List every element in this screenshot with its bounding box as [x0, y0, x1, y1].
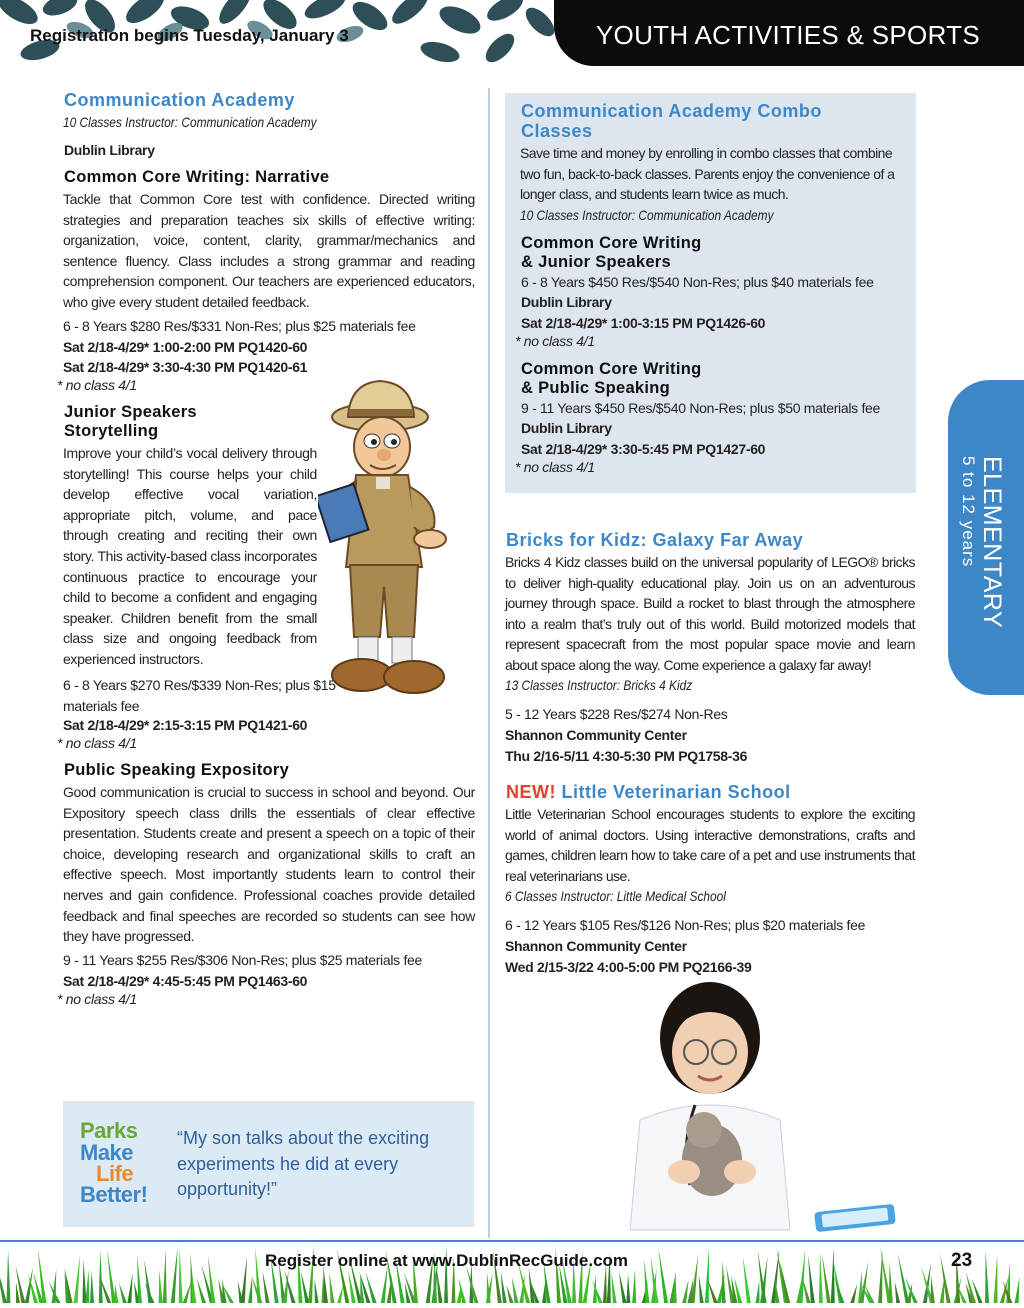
grass-blade — [114, 1284, 118, 1303]
section-title: YOUTH ACTIVITIES & SPORTS — [595, 20, 980, 50]
grass-blade — [1015, 1277, 1020, 1303]
grass-blade — [262, 1271, 269, 1303]
grass-blade — [850, 1284, 857, 1303]
grass-blade — [119, 1283, 127, 1303]
logo-word-better: Better! — [80, 1182, 148, 1207]
grass-blade — [808, 1255, 815, 1303]
grass-blade — [506, 1285, 513, 1303]
grass-blade — [348, 1270, 356, 1303]
combo-a-title-2: & Junior Speakers — [521, 253, 671, 271]
location-label: Dublin Library — [64, 142, 155, 158]
grass-blade — [241, 1256, 247, 1303]
grass-blade — [82, 1259, 86, 1303]
bricks-desc: Bricks 4 Kidz classes build on the universal popularity of LEGO® bricks to deliver high-quality educational play. Join us on an adventurous journey through space. Build a rocket to blast through the atmosphere into a realm that’s truly out of this world. Build motorized models that represent spacecraft from the most popular space movie and learn about space along the way. Come experience a galaxy far away! — [505, 554, 915, 673]
logo-word-parks: Parks — [80, 1118, 138, 1143]
logo-word-life: Life — [96, 1161, 134, 1186]
grass-blade — [755, 1280, 759, 1303]
grass-blade — [145, 1282, 155, 1303]
grass-blade — [775, 1279, 779, 1303]
grass-blade — [705, 1247, 709, 1303]
combo-b-note: * no class 4/1 — [515, 459, 595, 475]
grass-blade — [99, 1250, 103, 1303]
course-note-storytelling: * no class 4/1 — [57, 735, 137, 751]
vet-schedule: Wed 2/15-3/22 4:00-5:00 PM PQ2166-39 — [505, 959, 752, 975]
grass-blade — [163, 1249, 167, 1303]
registration-date: Registration begins Tuesday, January 3 — [30, 26, 349, 45]
grass-blade — [107, 1250, 116, 1303]
grass-blade — [314, 1279, 318, 1303]
course-desc-expository: Good communication is crucial to success in school and beyond. Our Expository speech class drills the essentials of clear effective presentation. Students create and present a speech on a topic of their choice, developing research and organizational skills to craft an effective speech. Most importantly students learn to control their nerves and gain confidence. Professional coaches provide detailed feedback and final speeches are recorded so students can see how they have progressed. — [63, 784, 475, 945]
grass-blade — [74, 1254, 80, 1303]
vet-title-text: Little Veterinarian School — [561, 782, 791, 802]
course-price-narrative: 6 - 8 Years $280 Res/$331 Non-Res; plus $25 materials fee — [63, 318, 416, 334]
vet-meta: 6 Classes Instructor: Little Medical School — [505, 888, 726, 904]
parks-make-life-better-logo — [80, 1120, 170, 1212]
grass-blade — [822, 1254, 831, 1303]
grass-blade — [619, 1271, 627, 1303]
combo-b-title-2: & Public Speaking — [521, 379, 671, 397]
grass-blade — [699, 1275, 704, 1303]
grass-blade — [501, 1271, 507, 1303]
course-price-expository: 9 - 11 Years $255 Res/$306 Non-Res; plus $25 materials fee — [63, 952, 423, 968]
course-desc-storytelling: Improve your child’s vocal delivery through storytelling! This course helps your child develop effective vocal variation, appropriate pitch, volume, and pace through creating and reciting their own story. This activity-based class incorporates continuous practice to encourage your child to become a confident and engaging speaker. Children benefit from the small class size and ongoing feedback from experienced instructors. — [63, 445, 317, 667]
combo-desc: Save time and money by enrolling in combo classes that combine two fun, back-to-back classes. Parents enjoy the convenience of a longer class, and students learn twice as much. — [520, 145, 895, 203]
grass-blade — [329, 1273, 334, 1303]
grass-blade — [192, 1270, 197, 1303]
vet-price: 6 - 12 Years $105 Res/$126 Non-Res; plus $20 materials fee — [505, 917, 866, 933]
course-schedule-2: Sat 2/18-4/29* 3:30-4:30 PM PQ1420-61 — [63, 359, 308, 375]
grass-blade — [512, 1277, 519, 1303]
course-desc-narrative: Tackle that Common Core test with confidence. Directed writing strategies and preparation teaches six skills of effective writing: organization, voice, content, clarity, grammar/mechanics and sentence fluency. Class includes a strong grammar and reading comprehension component. Our teachers are experienced educators, who give every student detailed feedback. — [63, 191, 475, 310]
grass-blade — [171, 1246, 178, 1303]
grass-blade — [691, 1254, 699, 1303]
grass-blade — [898, 1253, 910, 1303]
combo-title-2: Classes — [521, 121, 593, 141]
register-online-link[interactable]: Register online at www.DublinRecGuide.com — [265, 1251, 629, 1270]
grass-blade — [889, 1262, 893, 1303]
grass-blade — [722, 1260, 726, 1303]
course-title-narrative: Common Core Writing: Narrative — [64, 168, 330, 186]
combo-meta: 10 Classes Instructor: Communication Academy — [520, 207, 774, 223]
combo-b-title-1: Common Core Writing — [521, 360, 702, 378]
grass-blade — [137, 1255, 142, 1303]
grass-blade — [0, 1263, 7, 1303]
grass-blade — [248, 1276, 252, 1303]
combo-a-price: 6 - 8 Years $450 Res/$540 Non-Res; plus $40 materials fee — [521, 274, 874, 290]
grass-blade — [651, 1256, 659, 1303]
elementary-tab-title: ELEMENTARY — [978, 456, 1006, 629]
grass-blade — [183, 1282, 192, 1303]
grass-blade — [626, 1274, 630, 1303]
communication-academy-meta: 10 Classes Instructor: Communication Academy — [63, 114, 317, 130]
grass-blade — [6, 1250, 10, 1303]
explorer-character-illustration — [318, 377, 468, 712]
course-note-narrative: * no class 4/1 — [57, 377, 137, 393]
grass-blade — [743, 1256, 751, 1303]
bricks-meta: 13 Classes Instructor: Bricks 4 Kidz — [505, 677, 693, 693]
combo-a-location: Dublin Library — [521, 294, 612, 310]
grass-blade — [179, 1248, 183, 1303]
grass-blade — [985, 1251, 989, 1303]
testimonial-quote: “My son talks about the exciting experiments he did at every opportunity!” — [177, 1128, 430, 1199]
column-divider — [488, 88, 490, 1238]
grass-blade — [632, 1269, 636, 1303]
vet-desc: Little Veterinarian School encourages students to explore the exciting world of animal doctors. Using interactive demonstrations, crafts and games, children learn how to take care of a pet and use instruments that real veterinarians use. — [505, 806, 915, 884]
grass-blade — [799, 1248, 806, 1303]
combo-a-note: * no class 4/1 — [515, 333, 595, 349]
grass-blade — [337, 1285, 343, 1303]
grass-blade — [90, 1271, 94, 1303]
logo-word-make: Make — [80, 1140, 134, 1165]
elementary-tab-label — [946, 456, 1006, 629]
grass-blade — [436, 1267, 442, 1303]
communication-academy-title: Communication Academy — [64, 90, 295, 110]
course-schedule-storytelling: Sat 2/18-4/29* 2:15-3:15 PM PQ1421-60 — [63, 717, 308, 733]
grass-blade — [895, 1282, 900, 1303]
grass-blade — [819, 1252, 823, 1303]
bricks-title: Bricks for Kidz: Galaxy Far Away — [506, 530, 804, 550]
page-number: 23 — [951, 1250, 973, 1271]
combo-a-schedule: Sat 2/18-4/29* 1:00-3:15 PM PQ1426-60 — [521, 315, 766, 331]
grass-blade — [611, 1273, 616, 1303]
vet-location: Shannon Community Center — [505, 938, 687, 954]
bricks-schedule: Thu 2/16-5/11 4:30-5:30 PM PQ1758-36 — [505, 748, 748, 764]
bricks-location: Shannon Community Center — [505, 727, 687, 743]
grass-blade — [931, 1275, 935, 1303]
combo-b-location: Dublin Library — [521, 420, 612, 436]
elementary-tab-subtitle: 5 to 12 years — [959, 456, 978, 568]
course-schedule-1: Sat 2/18-4/29* 1:00-2:00 PM PQ1420-60 — [63, 339, 308, 355]
combo-b-price: 9 - 11 Years $450 Res/$540 Non-Res; plus $50 materials fee — [521, 400, 881, 416]
girl-with-kitten-photo — [600, 980, 900, 1235]
combo-b-schedule: Sat 2/18-4/29* 3:30-5:45 PM PQ1427-60 — [521, 441, 766, 457]
course-note-expository: * no class 4/1 — [57, 991, 137, 1007]
footer-rule — [0, 1240, 1024, 1242]
combo-a-title-1: Common Core Writing — [521, 234, 702, 252]
course-schedule-expository: Sat 2/18-4/29* 4:45-5:45 PM PQ1463-60 — [63, 973, 308, 989]
course-title-storytelling-2: Storytelling — [64, 422, 159, 440]
course-title-storytelling-1: Junior Speakers — [64, 403, 197, 421]
bricks-price: 5 - 12 Years $228 Res/$274 Non-Res — [505, 706, 728, 722]
course-price-storytelling: 6 - 8 Years $270 Res/$339 Non-Res; plus $15 materials fee — [63, 677, 336, 714]
grass-blade — [323, 1266, 328, 1303]
course-title-expository: Public Speaking Expository — [64, 761, 290, 779]
grass-blade — [127, 1273, 132, 1303]
combo-title-1: Communication Academy Combo — [521, 101, 822, 121]
grass-blade — [85, 1269, 89, 1303]
vet-title — [506, 782, 791, 803]
grass-blade — [682, 1280, 688, 1303]
grass-blade — [658, 1248, 668, 1303]
grass-blade — [831, 1248, 835, 1303]
grass-blade — [197, 1278, 206, 1303]
grass-blade — [159, 1270, 163, 1303]
grass-blade — [994, 1254, 998, 1303]
new-badge: NEW! — [506, 782, 556, 802]
